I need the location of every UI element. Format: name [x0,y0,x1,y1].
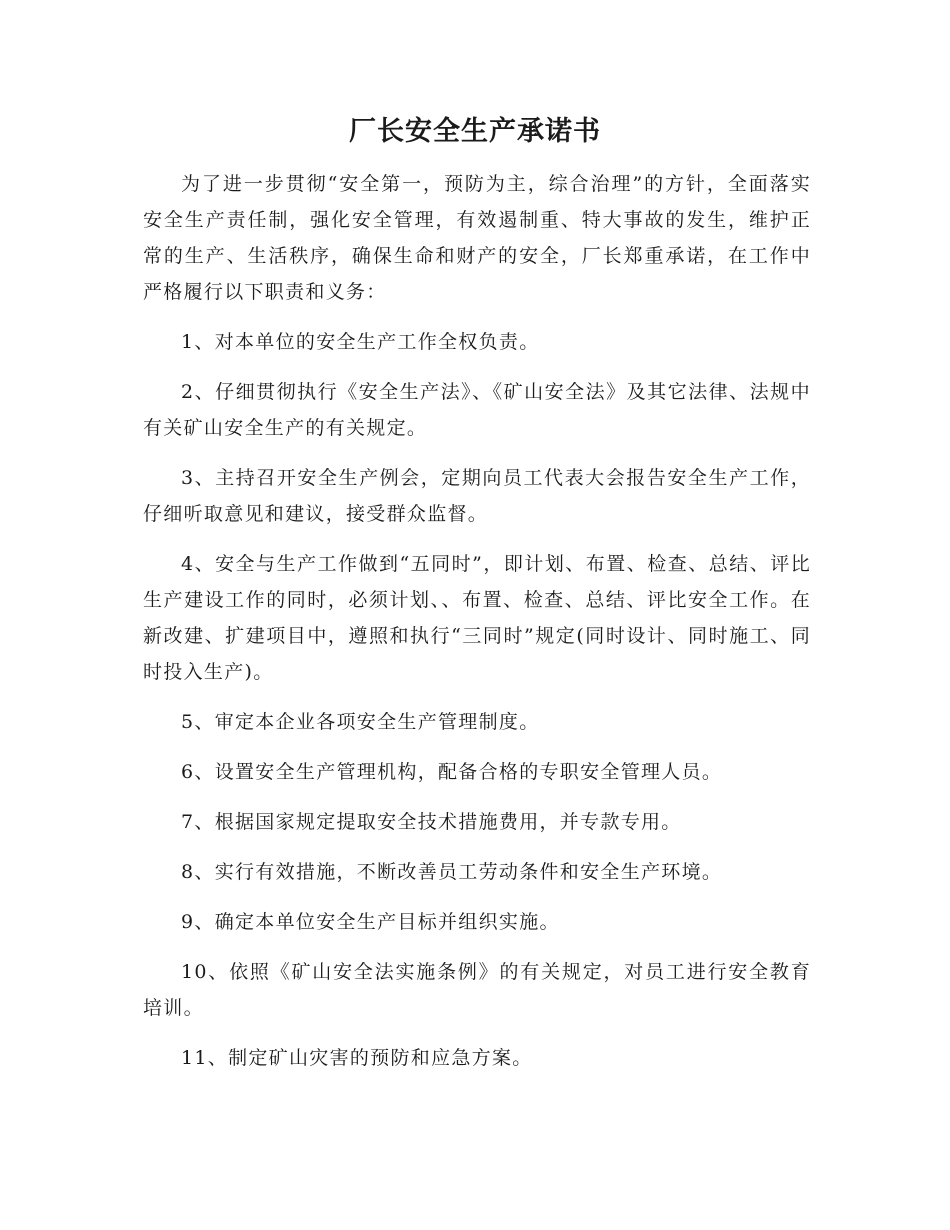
document-title: 厂长安全生产承诺书 [349,116,601,147]
duty-item-6: 6、设置安全生产管理机构，配备合格的专职安全管理人员。 [181,761,723,783]
duty-item-4: 4、安全与生产工作做到“五同时”，即计划、布置、检查、总结、评比生产建设工作的同时，必须计划、、布置、检查、总结、评比安全工作。在新改建、扩建项目中，遵照和执行“三同时”规定(同时设计、同时施工、同时投入生产)。 [143,553,811,683]
duty-item-3: 3、主持召开安全生产例会，定期向员工代表大会报告安全生产工作，仔细听取意见和建议，接受群众监督。 [143,467,811,525]
intro-paragraph: 为了进一步贯彻“安全第一，预防为主，综合治理”的方针，全面落实安全生产责任制，强化安全管理，有效遏制重、特大事故的发生，维护正常的生产、生活秩序，确保生命和财产的安全，厂长郑重承诺，在工作中严格履行以下职责和义务： [143,173,811,303]
duty-item-5: 5、审定本企业各项安全生产管理制度。 [181,711,540,733]
duty-item-11: 11、制定矿山灾害的预防和应急方案。 [181,1047,533,1069]
duty-item-1: 1、对本单位的安全生产工作全权负责。 [181,331,540,353]
duty-item-9: 9、确定本单位安全生产目标并组织实施。 [181,911,560,933]
document-body [143,166,811,1090]
duty-item-10: 10、依照《矿山安全法实施条例》的有关规定，对员工进行安全教育培训。 [143,961,811,1019]
duty-item-8: 8、实行有效措施，不断改善员工劳动条件和安全生产环境。 [181,861,723,883]
duty-item-2: 2、仔细贯彻执行《安全生产法》、《矿山安全法》及其它法律、法规中有关矿山安全生产的有关规定。 [143,381,811,439]
duty-item-7: 7、根据国家规定提取安全技术措施费用，并专款专用。 [181,811,682,833]
